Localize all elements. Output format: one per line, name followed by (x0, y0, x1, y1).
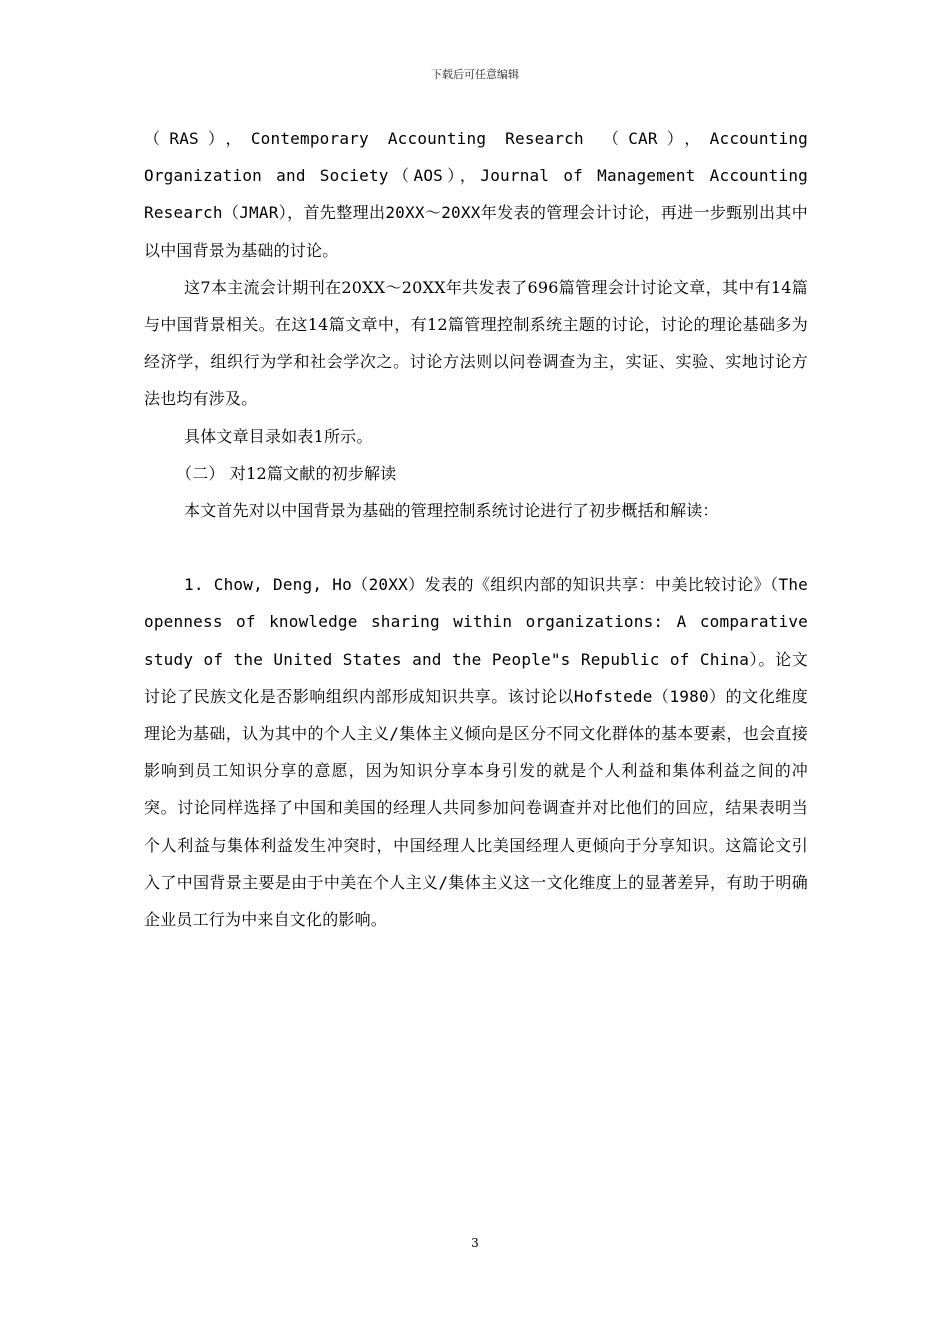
document-body (144, 120, 808, 938)
blank-line (144, 529, 808, 566)
paragraph-journal-list: （RAS），Contemporary Accounting Research （CAR），Accounting Organization and Society（AOS），Journal of Management Accounting Research（JMAR），首先整理出20XX～20XX年发表的管理会计讨论，再进一步甄别出其中以中国背景为基础的讨论。 (144, 129, 808, 260)
page-header: 下载后可任意编辑 (431, 68, 519, 81)
paragraph-table-reference: 具体文章目录如表1所示。 (184, 426, 373, 446)
paragraph-statistics: 这7本主流会计期刊在20XX～20XX年共发表了696篇管理会计讨论文章，其中有14篇与中国背景相关。在这14篇文章中，有12篇管理控制系统主题的讨论，讨论的理论基础多为经济学，组织行为学和社会学次之。讨论方法则以问卷调查为主，实证、实验、实地讨论方法也均有涉及。 (144, 277, 808, 409)
section-heading: （二） 对12篇文献的初步解读 (176, 463, 397, 483)
paragraph-item-1: 1. Chow, Deng, Ho（20XX）发表的《组织内部的知识共享：中美比较讨论》（The openness of knowledge sharing within organizations: A comparative study of the United States and the People"s Republic of China）。论文讨论了民族文化是否影响组织内部形成知识共享。该讨论以Hofstede（1980）的文化维度理论为基础，认为其中的个人主义/集体主义倾向是区分不同文化群体的基本要素，也会直接影响到员工知识分享的意愿，因为知识分享本身引发的就是个人利益和集体利益之间的冲突。讨论同样选择了中国和美国的经理人共同参加问卷调查并对比他们的回应，结果表明当个人利益与集体利益发生冲突时，中国经理人比美国经理人更倾向于分享知识。这篇论文引入了中国背景主要是由于中美在个人主义/集体主义这一文化维度上的显著差异，有助于明确企业员工行为中来自文化的影响。 (144, 575, 808, 930)
paragraph-intro: 本文首先对以中国背景为基础的管理控制系统讨论进行了初步概括和解读： (184, 501, 719, 521)
page-number: 3 (471, 1236, 479, 1250)
